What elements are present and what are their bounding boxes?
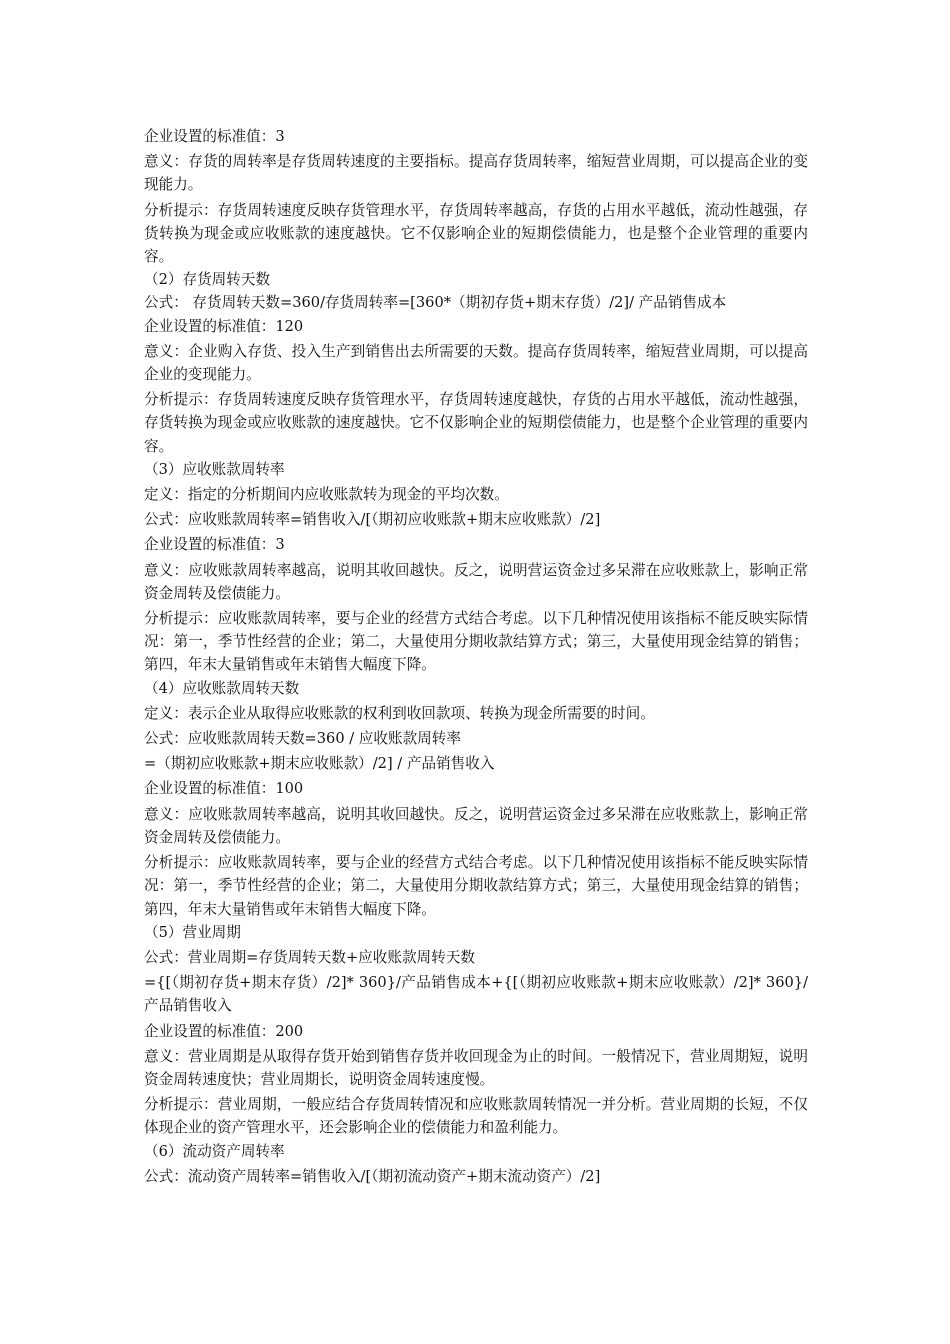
formula-continuation-line: ={[（期初存货+期末存货）/2]* 360}/产品销售成本+{[（期初应收账款+期末应收账款）/2]* 360}/产品销售收入 <box>144 974 808 1015</box>
meaning-paragraph: 意义：营业周期是从取得存货开始到销售存货并收回现金为止的时间。一般情况下，营业周期短，说明资金周转速度快；营业周期长，说明资金周转速度慢。 <box>144 1047 808 1088</box>
meaning-paragraph: 意义：应收账款周转率越高，说明其收回越快。反之，说明营运资金过多呆滞在应收账款上，影响正常资金周转及偿债能力。 <box>144 805 808 846</box>
standard-value-line: 企业设置的标准值：120 <box>144 317 304 335</box>
formula-line: 公式：营业周期=存货周转天数+应收账款周转天数 <box>144 948 475 966</box>
formula-line: 公式：流动资产周转率=销售收入/[（期初流动资产+期末流动资产）/2] <box>144 1167 601 1185</box>
standard-value-line: 企业设置的标准值：100 <box>144 780 304 798</box>
standard-value-line: 企业设置的标准值：200 <box>144 1022 304 1040</box>
formula-line: 公式：应收账款周转天数=360 / 应收账款周转率 <box>144 730 461 748</box>
meaning-paragraph: 意义：存货的周转率是存货周转速度的主要指标。提高存货周转率，缩短营业周期，可以提高企业的变现能力。 <box>144 153 808 194</box>
definition-line: 定义：表示企业从取得应收账款的权利到收回款项、转换为现金所需要的时间。 <box>144 704 655 722</box>
analysis-tip-paragraph: 分析提示：营业周期，一般应结合存货周转情况和应收账款周转情况一并分析。营业周期的长短，不仅体现企业的资产管理水平，还会影响企业的偿债能力和盈利能力。 <box>144 1096 808 1137</box>
analysis-tip-paragraph: 分析提示：存货周转速度反映存货管理水平，存货周转速度越快，存货的占用水平越低，流动性越强，存货转换为现金或应收账款的速度越快。它不仅影响企业的短期偿债能力，也是整个企业管理的重要内容。 <box>144 391 808 455</box>
meaning-paragraph: 意义：企业购入存货、投入生产到销售出去所需要的天数。提高存货周转率，缩短营业周期，可以提高企业的变现能力。 <box>144 342 808 384</box>
section-heading: （6）流动资产周转率 <box>144 1142 285 1160</box>
section-heading: （2）存货周转天数 <box>144 271 271 289</box>
analysis-tip-paragraph: 分析提示：存货周转速度反映存货管理水平，存货周转率越高，存货的占用水平越低，流动性越强，存货转换为现金或应收账款的速度越快。它不仅影响企业的短期偿债能力，也是整个企业管理的重要内容。 <box>144 201 808 266</box>
formula-line: 公式：应收账款周转率=销售收入/[（期初应收账款+期末应收账款）/2] <box>144 511 601 529</box>
formula-continuation-line: =（期初应收账款+期末应收账款）/2] / 产品销售收入 <box>144 755 495 773</box>
section-heading: （4）应收账款周转天数 <box>144 679 300 697</box>
formula-line: 公式： 存货周转天数=360/存货周转率=[360*（期初存货+期末存货）/2]/ 产品销售成本 <box>144 294 727 312</box>
section-heading: （3）应收账款周转率 <box>144 460 285 478</box>
analysis-tip-paragraph: 分析提示：应收账款周转率，要与企业的经营方式结合考虑。以下几种情况使用该指标不能反映实际情况：第一，季节性经营的企业；第二，大量使用分期收款结算方式；第三，大量使用现金结算的销售；第四，年末大量销售或年末销售大幅度下降。 <box>144 854 808 918</box>
standard-value-line: 企业设置的标准值：3 <box>144 536 285 554</box>
section-heading: （5）营业周期 <box>144 923 241 941</box>
definition-line: 定义：指定的分析期间内应收账款转为现金的平均次数。 <box>144 486 509 504</box>
standard-value-line: 企业设置的标准值：3 <box>144 128 285 145</box>
document-page <box>144 125 808 1188</box>
meaning-paragraph: 意义：应收账款周转率越高，说明其收回越快。反之，说明营运资金过多呆滞在应收账款上，影响正常资金周转及偿债能力。 <box>144 561 808 602</box>
analysis-tip-paragraph: 分析提示：应收账款周转率，要与企业的经营方式结合考虑。以下几种情况使用该指标不能反映实际情况：第一，季节性经营的企业；第二，大量使用分期收款结算方式；第三，大量使用现金结算的销售；第四，年末大量销售或年末销售大幅度下降。 <box>144 610 808 674</box>
